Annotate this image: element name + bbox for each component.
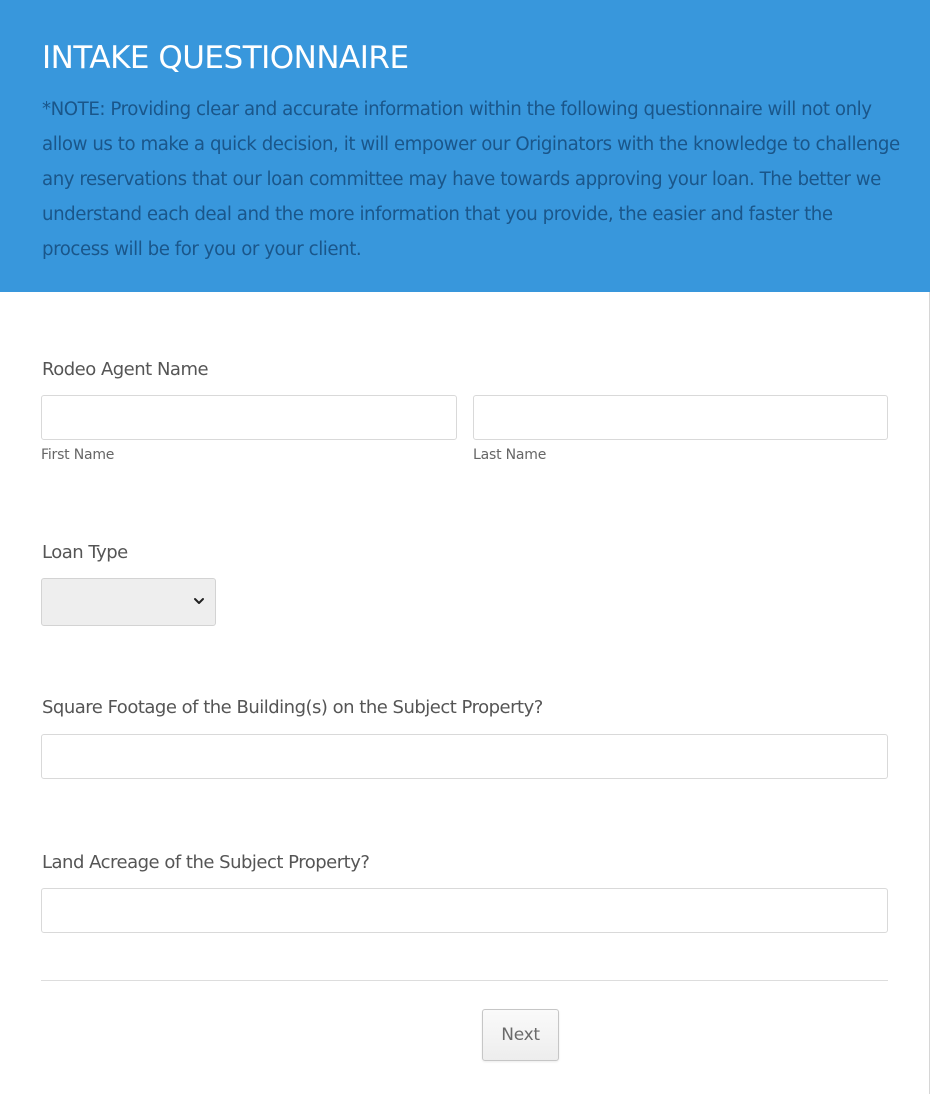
form-note: *NOTE: Providing clear and accurate information within the following questionnaire will not only allow us to make a quick decision, it will empower our Originators with the knowledge to challenge any reservations that our loan committee may have towards approving your loan. The better we understand each deal and the more information that you provide, the easier and faster the process will be for you or your client. — [42, 99, 900, 260]
land-acreage-input[interactable] — [41, 888, 888, 933]
square-footage-input[interactable] — [41, 734, 888, 779]
first-name-sub-label: First Name — [41, 447, 115, 463]
form-divider — [41, 980, 888, 981]
square-footage-label: Square Footage of the Building(s) on the Subject Property? — [42, 697, 543, 718]
first-name-input[interactable] — [41, 395, 457, 440]
loan-type-label: Loan Type — [42, 542, 128, 563]
agent-name-label: Rodeo Agent Name — [42, 359, 209, 380]
last-name-sub-label: Last Name — [473, 447, 547, 463]
next-button[interactable]: Next — [482, 1009, 559, 1061]
form-title: INTAKE QUESTIONNAIRE — [42, 40, 409, 76]
last-name-input[interactable] — [473, 395, 888, 440]
land-acreage-label: Land Acreage of the Subject Property? — [42, 852, 370, 873]
chevron-down-icon — [193, 595, 205, 607]
form-header — [0, 0, 930, 292]
loan-type-select[interactable] — [41, 578, 216, 626]
